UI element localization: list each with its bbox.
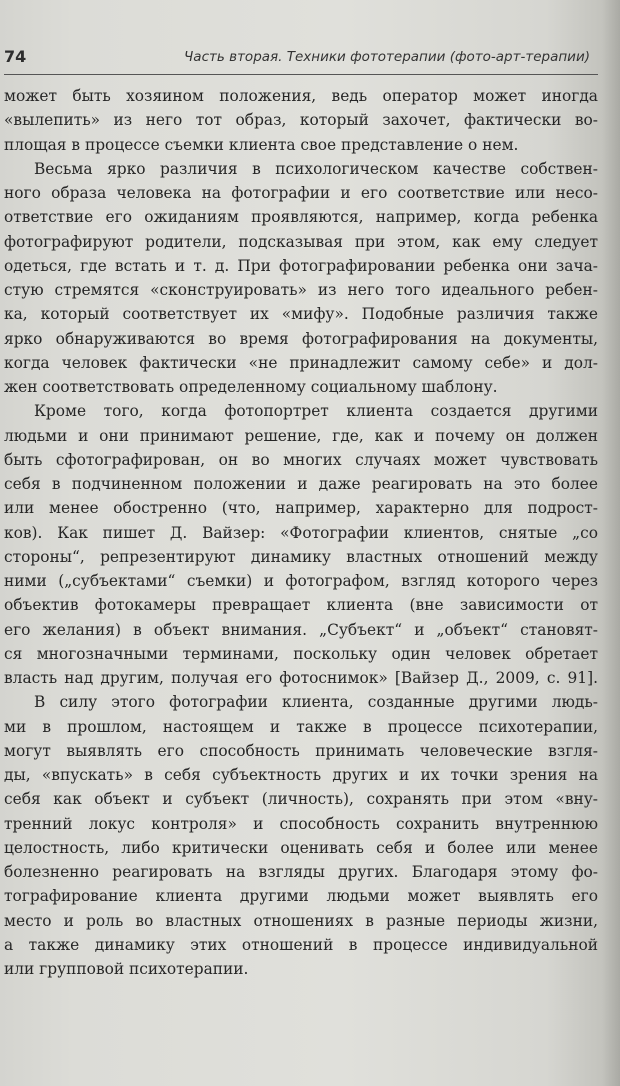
paragraph-first-line: Весьма ярко различия в психологическом качестве собствен- <box>34 159 598 178</box>
text-line: площая в процессе съемки клиента свое представление о нем. <box>4 135 519 154</box>
text-line: тографирование клиента другими людьми может выявлять его <box>4 887 598 906</box>
text-line: жен соответствовать определенному социальному шаблону. <box>4 378 498 396</box>
text-line: ярко обнаруживаются во время фотографирования на документы, <box>4 329 598 348</box>
text-line: ответствие его ожиданиям проявляются, например, когда ребенка <box>4 208 598 227</box>
text-line: ды, «впускать» в себя субъектность других и их точки зрения на <box>4 766 598 784</box>
header-rule <box>4 74 598 75</box>
text-line: или групповой психотерапии. <box>4 960 249 978</box>
text-line: ка, который соответствует их «мифу». Подобные различия также <box>4 305 598 324</box>
text-line: объектив фотокамеры превращает клиента (вне зависимости от <box>4 596 598 615</box>
paragraph-first-line: В силу этого фотографии клиента, созданные другими людь- <box>34 693 598 712</box>
text-line: тренний локус контроля» и способность сохранить внутреннюю <box>4 814 598 833</box>
text-line: одеться, где встать и т. д. При фотографировании ребенка они зача- <box>4 256 598 275</box>
body-text <box>4 84 598 981</box>
text-line: болезненно реагировать на взгляды других. Благодаря этому фо- <box>4 863 598 881</box>
text-line: его желания) в объект внимания. „Субъект“ и „объект“ становят- <box>4 620 598 639</box>
text-line: ми в прошлом, настоящем и также в процессе психотерапии, <box>4 717 598 736</box>
text-line: ного образа человека на фотографии и его соответствие или несо- <box>4 184 598 202</box>
text-line: людьми и они принимают решение, где, как и почему он должен <box>4 426 598 445</box>
text-line: власть над другим, получая его фотоснимок» [Вайзер Д., 2009, с. 91]. <box>4 669 598 687</box>
text-line: быть сфотографирован, он во многих случаях может чувствовать <box>4 450 598 469</box>
text-line: стую стремятся «сконструировать» из него того идеального ребен- <box>4 281 598 299</box>
text-line: ков). Как пишет Д. Вайзер: «Фотографии клиентов, снятые „со <box>4 523 598 542</box>
text-line: себя в подчиненном положении и даже реагировать на это более <box>4 475 598 493</box>
text-line: или менее обостренно (что, например, характерно для подрост- <box>4 499 598 518</box>
text-line: стороны“, репрезентируют динамику властных отношений между <box>4 547 598 566</box>
text-line: а также динамику этих отношений в процессе индивидуальной <box>4 935 598 954</box>
text-line: ся многозначными терминами, поскольку один человек обретает <box>4 644 598 663</box>
text-line: когда человек фактически «не принадлежит самому себе» и дол- <box>4 353 598 372</box>
text-line: «вылепить» из него тот образ, который захочет, фактически во- <box>4 111 598 130</box>
text-line: могут выявлять его способность принимать человеческие взгля- <box>4 741 598 760</box>
text-line: целостность, либо критически оценивать себя и более или менее <box>4 838 598 857</box>
text-line: место и роль во властных отношениях в разные периоды жизни, <box>4 911 598 930</box>
text-line: себя как объект и субъект (личность), сохранять при этом «вну- <box>4 790 598 809</box>
page-number: 74 <box>4 47 27 66</box>
text-line: фотографируют родители, подсказывая при этом, как ему следует <box>4 232 598 251</box>
paragraph-first-line: Кроме того, когда фотопортрет клиента создается другими <box>34 402 598 421</box>
text-line: может быть хозяином положения, ведь оператор может иногда <box>4 87 598 105</box>
page-edge-shadow <box>602 0 620 1086</box>
text-line: ними („субъектами“ съемки) и фотографом, взгляд которого через <box>4 572 598 590</box>
running-header-title: Часть вторая. Техники фототерапии (фото-арт-терапии) <box>184 49 590 65</box>
